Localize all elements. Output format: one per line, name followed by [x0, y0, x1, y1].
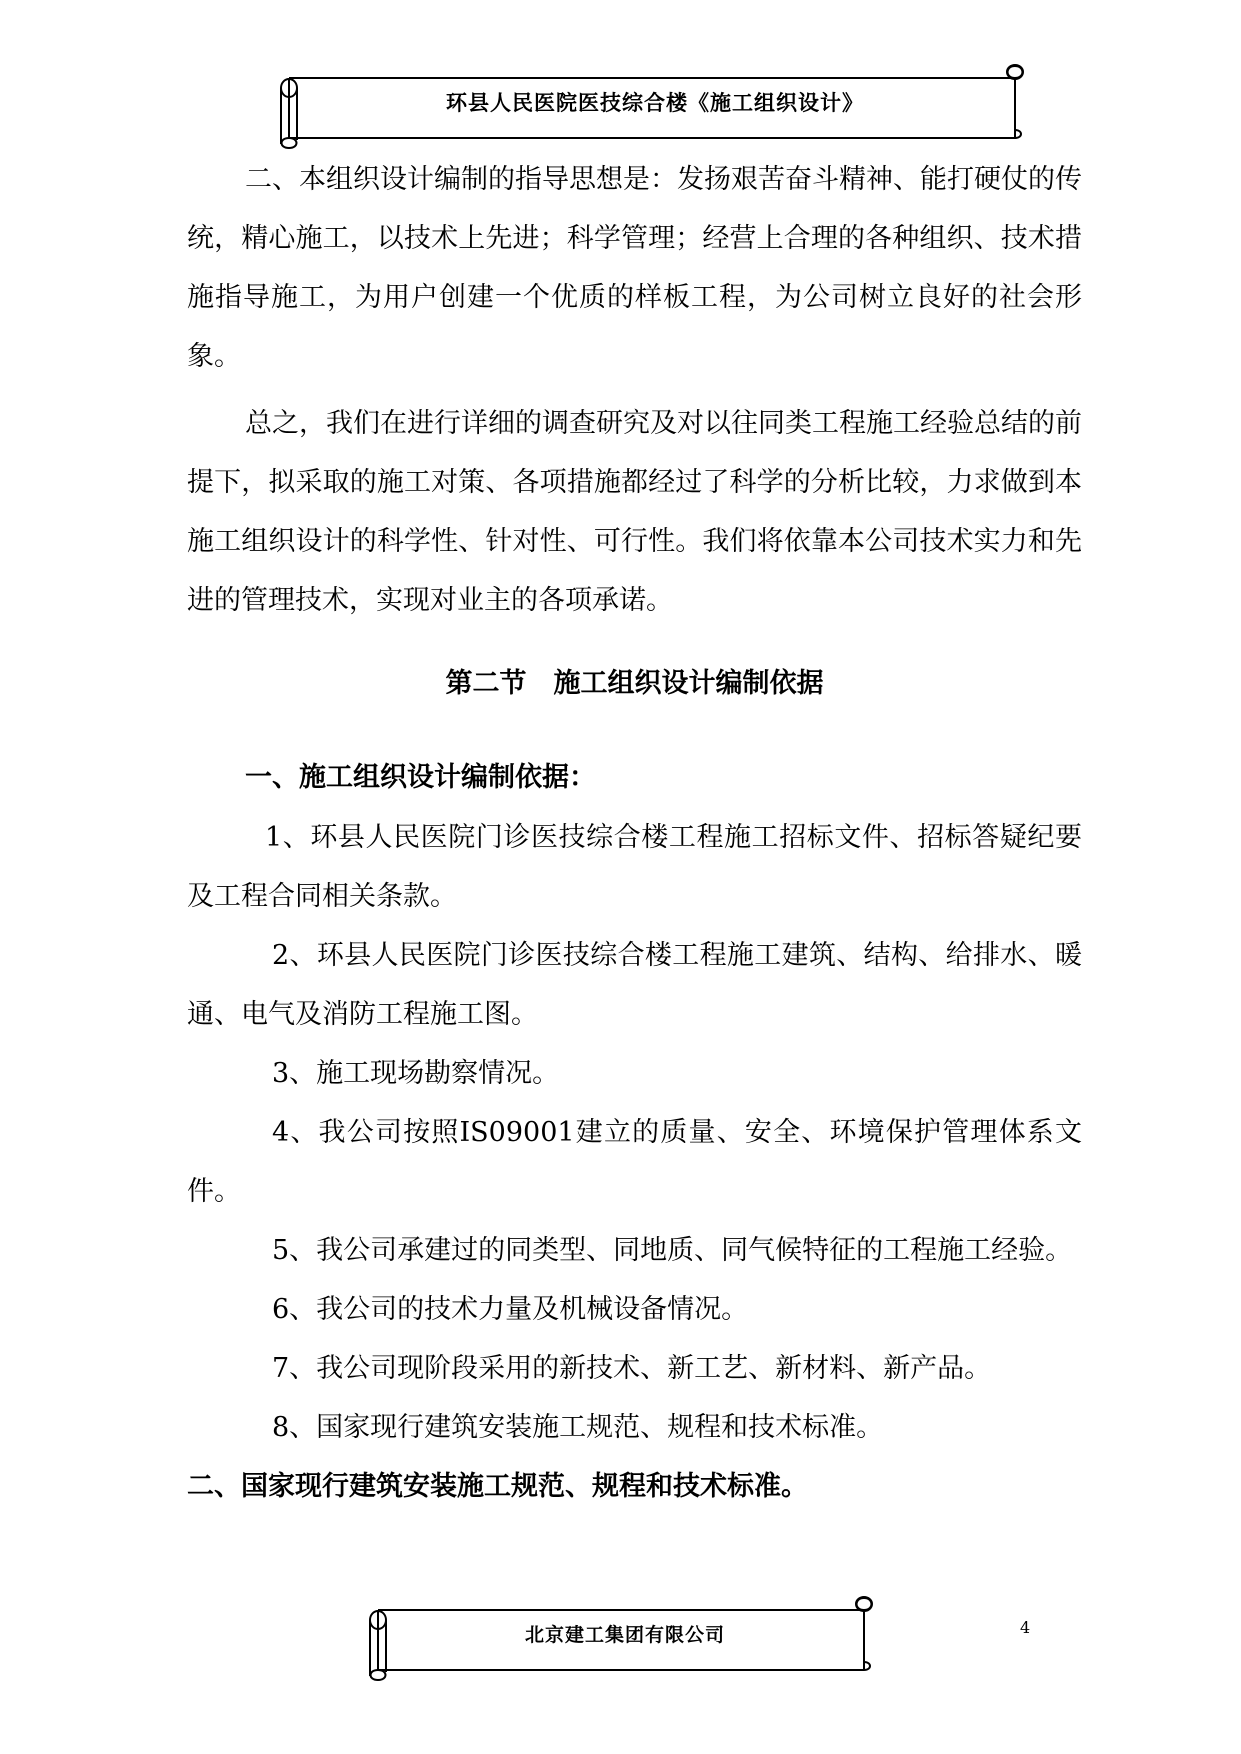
list-item: 1、环县人民医院门诊医技综合楼工程施工招标文件、招标答疑纪要及工程合同相关条款。	[187, 822, 1082, 912]
list-item: 7、我公司现阶段采用的新技术、新工艺、新材料、新产品。	[272, 1353, 992, 1384]
document-body	[187, 150, 1082, 1517]
list-item: 5、我公司承建过的同类型、同地质、同气候特征的工程施工经验。	[272, 1235, 1073, 1266]
footer-company: 北京建工集团有限公司	[524, 1624, 725, 1646]
subheading-standards: 二、国家现行建筑安装施工规范、规程和技术标准。	[187, 1471, 808, 1502]
page-number: 4	[1020, 1618, 1031, 1637]
paragraph-summary: 总之，我们在进行详细的调查研究及对以往同类工程施工经验总结的前提下，拟采取的施工对策、各项措施都经过了科学的分析比较，力求做到本施工组织设计的科学性、针对性、可行性。我们将依靠本公司技术实力和先进的管理技术，实现对业主的各项承诺。	[187, 408, 1082, 616]
list-item: 8、国家现行建筑安装施工规范、规程和技术标准。	[272, 1412, 884, 1443]
list-item: 3、施工现场勘察情况。	[272, 1058, 560, 1089]
list-item: 6、我公司的技术力量及机械设备情况。	[272, 1294, 749, 1325]
section-title: 第二节 施工组织设计编制依据	[445, 668, 824, 699]
subheading-basis: 一、施工组织设计编制依据：	[245, 762, 596, 793]
list-item: 4、我公司按照IS09001建立的质量、安全、环境保护管理体系文件。	[187, 1117, 1082, 1207]
header-title: 环县人民医院医技综合楼《施工组织设计》	[446, 91, 864, 115]
list-item: 2、环县人民医院门诊医技综合楼工程施工建筑、结构、给排水、暖通、电气及消防工程施工图。	[187, 940, 1082, 1030]
paragraph-guiding-thought: 二、本组织设计编制的指导思想是：发扬艰苦奋斗精神、能打硬仗的传统，精心施工，以技术上先进；科学管理；经营上合理的各种组织、技术措施指导施工，为用户创建一个优质的样板工程，为公司树立良好的社会形象。	[187, 164, 1082, 372]
